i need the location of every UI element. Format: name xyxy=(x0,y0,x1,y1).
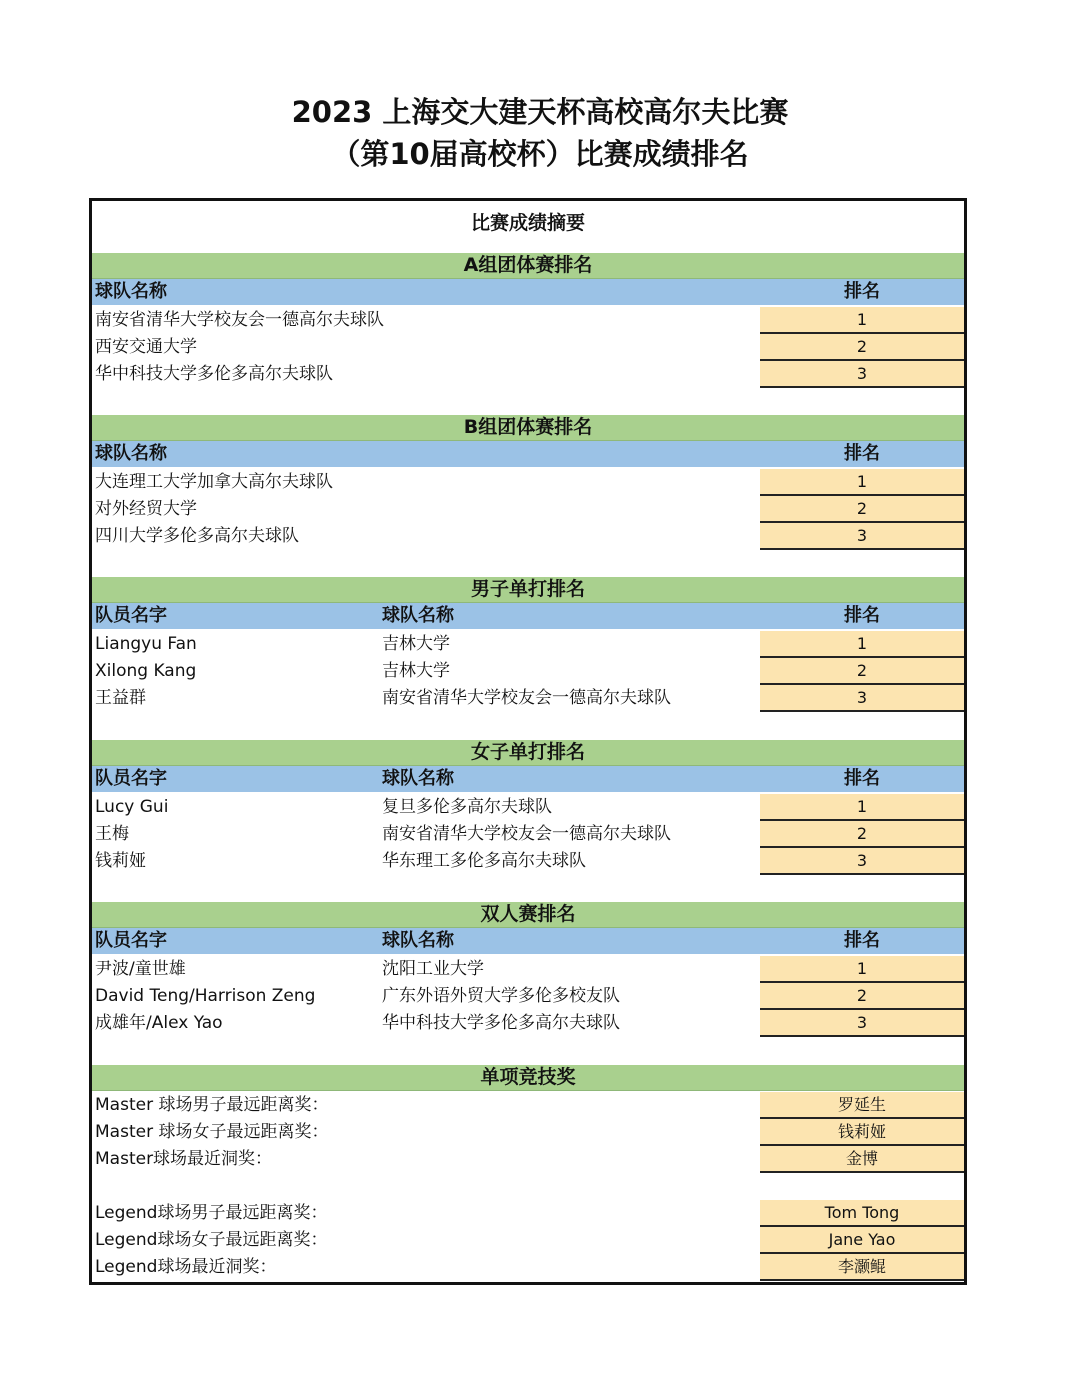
col-rank: 排名 xyxy=(844,605,880,626)
men-singles-column-header xyxy=(92,603,964,629)
page-title-line-2: （第10届高校杯）比赛成绩排名 xyxy=(331,137,749,171)
award-winner: Jane Yao xyxy=(760,1227,964,1254)
table-row xyxy=(92,848,964,875)
team-name: 南安省清华大学校友会一德高尔夫球队 xyxy=(95,310,384,330)
table-row xyxy=(92,1010,964,1037)
player-name: Xilong Kang xyxy=(95,661,197,681)
table-row xyxy=(92,307,964,334)
table-row xyxy=(92,658,964,685)
col-team-name: 球队名称 xyxy=(382,930,454,951)
award-row xyxy=(92,1146,964,1173)
team-name: 吉林大学 xyxy=(382,634,450,654)
col-player-name: 队员名字 xyxy=(95,768,167,789)
rank-cell: 1 xyxy=(760,307,964,334)
col-rank: 排名 xyxy=(844,443,880,464)
table-row xyxy=(92,956,964,983)
table-row xyxy=(92,523,964,550)
award-winner: 李灏鲲 xyxy=(760,1254,964,1281)
player-name: Liangyu Fan xyxy=(95,634,197,654)
team-name: 大连理工大学加拿大高尔夫球队 xyxy=(95,472,333,492)
award-winner: Tom Tong xyxy=(760,1200,964,1227)
rank-cell: 1 xyxy=(760,956,964,983)
award-row xyxy=(92,1227,964,1254)
table-row xyxy=(92,821,964,848)
award-winner: 钱莉娅 xyxy=(760,1119,964,1146)
group-a-title: A组团体赛排名 xyxy=(92,253,964,279)
col-rank: 排名 xyxy=(844,281,880,302)
individual-awards-title: 单项竞技奖 xyxy=(92,1065,964,1091)
award-name: Legend球场男子最远距离奖： xyxy=(95,1203,328,1223)
team-name: 吉林大学 xyxy=(382,661,450,681)
rank-cell: 3 xyxy=(760,685,964,712)
col-team-name: 球队名称 xyxy=(95,443,167,464)
men-singles-title: 男子单打排名 xyxy=(92,577,964,603)
table-row xyxy=(92,631,964,658)
rank-cell: 2 xyxy=(760,658,964,685)
award-row xyxy=(92,1092,964,1119)
col-team-name: 球队名称 xyxy=(382,768,454,789)
group-b-column-header xyxy=(92,441,964,467)
team-name: 复旦多伦多高尔夫球队 xyxy=(382,797,552,817)
doubles-title: 双人赛排名 xyxy=(92,902,964,928)
award-winner: 罗延生 xyxy=(760,1092,964,1119)
award-name: Master球场最近洞奖： xyxy=(95,1149,273,1169)
rank-cell: 2 xyxy=(760,821,964,848)
rank-cell: 3 xyxy=(760,1010,964,1037)
col-player-name: 队员名字 xyxy=(95,930,167,951)
table-row xyxy=(92,685,964,712)
rank-cell: 3 xyxy=(760,523,964,550)
rank-cell: 3 xyxy=(760,361,964,388)
col-rank: 排名 xyxy=(844,930,880,951)
team-name: 四川大学多伦多高尔夫球队 xyxy=(95,526,299,546)
team-name: 广东外语外贸大学多伦多校友队 xyxy=(382,986,620,1006)
award-row xyxy=(92,1119,964,1146)
rank-cell: 2 xyxy=(760,334,964,361)
group-b-title: B组团体赛排名 xyxy=(92,415,964,441)
team-name: 华东理工多伦多高尔夫球队 xyxy=(382,851,586,871)
player-name: 成雄年/Alex Yao xyxy=(95,1013,223,1033)
women-singles-column-header xyxy=(92,766,964,792)
table-row xyxy=(92,794,964,821)
col-rank: 排名 xyxy=(844,768,880,789)
table-row xyxy=(92,334,964,361)
doubles-column-header xyxy=(92,928,964,954)
rank-cell: 1 xyxy=(760,794,964,821)
page-title-line-1: 2023 上海交大建天杯高校高尔夫比赛 xyxy=(291,95,789,129)
award-row xyxy=(92,1200,964,1227)
team-name: 华中科技大学多伦多高尔夫球队 xyxy=(95,364,333,384)
player-name: 钱莉娅 xyxy=(95,851,146,871)
player-name: 尹波/童世雄 xyxy=(95,959,186,979)
rank-cell: 2 xyxy=(760,983,964,1010)
table-row xyxy=(92,361,964,388)
rank-cell: 1 xyxy=(760,469,964,496)
award-name: Legend球场最近洞奖： xyxy=(95,1257,277,1277)
col-team-name: 球队名称 xyxy=(95,281,167,302)
award-row xyxy=(92,1254,964,1281)
results-sheet xyxy=(89,198,967,1285)
team-name: 华中科技大学多伦多高尔夫球队 xyxy=(382,1013,620,1033)
player-name: 王益群 xyxy=(95,688,146,708)
table-row xyxy=(92,469,964,496)
team-name: 南安省清华大学校友会一德高尔夫球队 xyxy=(382,688,671,708)
summary-heading: 比赛成绩摘要 xyxy=(470,212,585,234)
player-name: David Teng/Harrison Zeng xyxy=(95,986,316,1006)
rank-cell: 1 xyxy=(760,631,964,658)
player-name: Lucy Gui xyxy=(95,797,169,817)
player-name: 王梅 xyxy=(95,824,129,844)
col-team-name: 球队名称 xyxy=(382,605,454,626)
award-name: Master 球场女子最远距离奖： xyxy=(95,1122,329,1142)
table-row xyxy=(92,983,964,1010)
rank-cell: 3 xyxy=(760,848,964,875)
team-name: 沈阳工业大学 xyxy=(382,959,484,979)
award-winner: 金博 xyxy=(760,1146,964,1173)
rank-cell: 2 xyxy=(760,496,964,523)
table-row xyxy=(92,496,964,523)
team-name: 南安省清华大学校友会一德高尔夫球队 xyxy=(382,824,671,844)
team-name: 西安交通大学 xyxy=(95,337,197,357)
award-name: Master 球场男子最远距离奖： xyxy=(95,1095,329,1115)
women-singles-title: 女子单打排名 xyxy=(92,740,964,766)
group-a-column-header xyxy=(92,279,964,305)
team-name: 对外经贸大学 xyxy=(95,499,197,519)
col-player-name: 队员名字 xyxy=(95,605,167,626)
award-name: Legend球场女子最远距离奖： xyxy=(95,1230,328,1250)
